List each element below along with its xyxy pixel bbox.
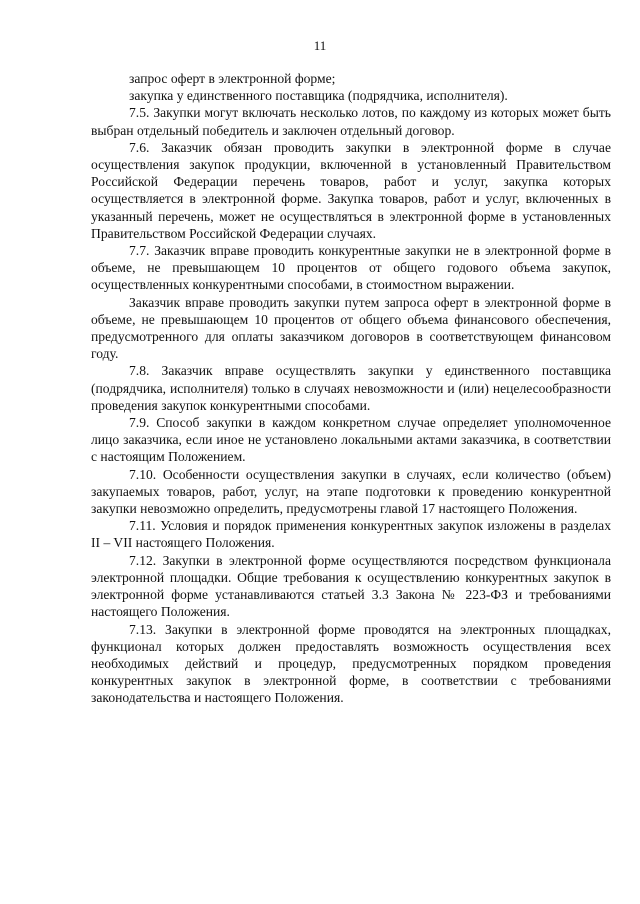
clause-7-7-offers: Заказчик вправе проводить закупки путем запроса оферт в электронной форме в объеме, не превышающем 10 процентов от общего объема финансового обеспечения, предусмотренного для оплаты заказчиком договоров в соответствующем финансовом году. <box>91 294 611 362</box>
list-item-request-offers: запрос оферт в электронной форме; <box>129 71 336 86</box>
clause-7-6: 7.6. Заказчик обязан проводить закупки в электронной форме в случае осуществления закупок продукции, включенной в установленный Правительством Российской Федерации перечень товаров, работ и услуг, закупка которых осуществляется в электронной форме. Закупка товаров, работ и услуг, включенных в указанный перечень, может не осуществляться в электронной форме в установленных Правительством Российской Федерации случаях. <box>91 139 611 241</box>
clause-7-9: 7.9. Способ закупки в каждом конкретном случае определяет уполномоченное лицо заказчика, если иное не установлено локальными актами заказчика, в соответствии с настоящим Положением. <box>91 415 611 465</box>
clause-7-5: 7.5. Закупки могут включать несколько лотов, по каждому из которых может быть выбран отдельный победитель и заключен отдельный договор. <box>91 105 611 138</box>
list-item-single-supplier: закупка у единственного поставщика (подрядчика, исполнителя). <box>129 88 508 104</box>
clause-7-8: 7.8. Заказчик вправе осуществлять закупки у единственного поставщика (подрядчика, исполнителя) только в случаях невозможности и (или) нецелесообразности проведения закупок конкурентными способами. <box>91 363 611 413</box>
document-body <box>91 70 611 707</box>
page-number: 11 <box>313 38 327 53</box>
clause-7-7: 7.7. Заказчик вправе проводить конкурентные закупки не в электронной форме в объеме, не превышающем 10 процентов от общего годового объема закупок, осуществленных конкурентными способами, в стоимостном выражении. <box>91 243 611 293</box>
clause-7-11: 7.11. Условия и порядок применения конкурентных закупок изложены в разделах II – VII настоящего Положения. <box>91 518 611 551</box>
clause-7-13: 7.13. Закупки в электронной форме проводятся на электронных площадках, функционал которых должен предоставлять возможность осуществления всех необходимых действий и процедур, предусмотренных порядком проведения конкурентных закупок в электронной форме, в соответствии с требованиями законодательства и настоящего Положения. <box>91 621 611 706</box>
clause-7-12: 7.12. Закупки в электронной форме осуществляются посредством функционала электронной площадки. Общие требования к осуществлению конкурентных закупок в электронной форме устанавливаются статьей 3.3 Закона № 223-ФЗ и требованиями настоящего Положения. <box>91 552 611 620</box>
clause-7-10: 7.10. Особенности осуществления закупки в случаях, если количество (объем) закупаемых товаров, работ, услуг, на этапе подготовки к проведению конкурентной закупки невозможно определить, предусмотрены главой 17 настоящего Положения. <box>91 466 611 517</box>
